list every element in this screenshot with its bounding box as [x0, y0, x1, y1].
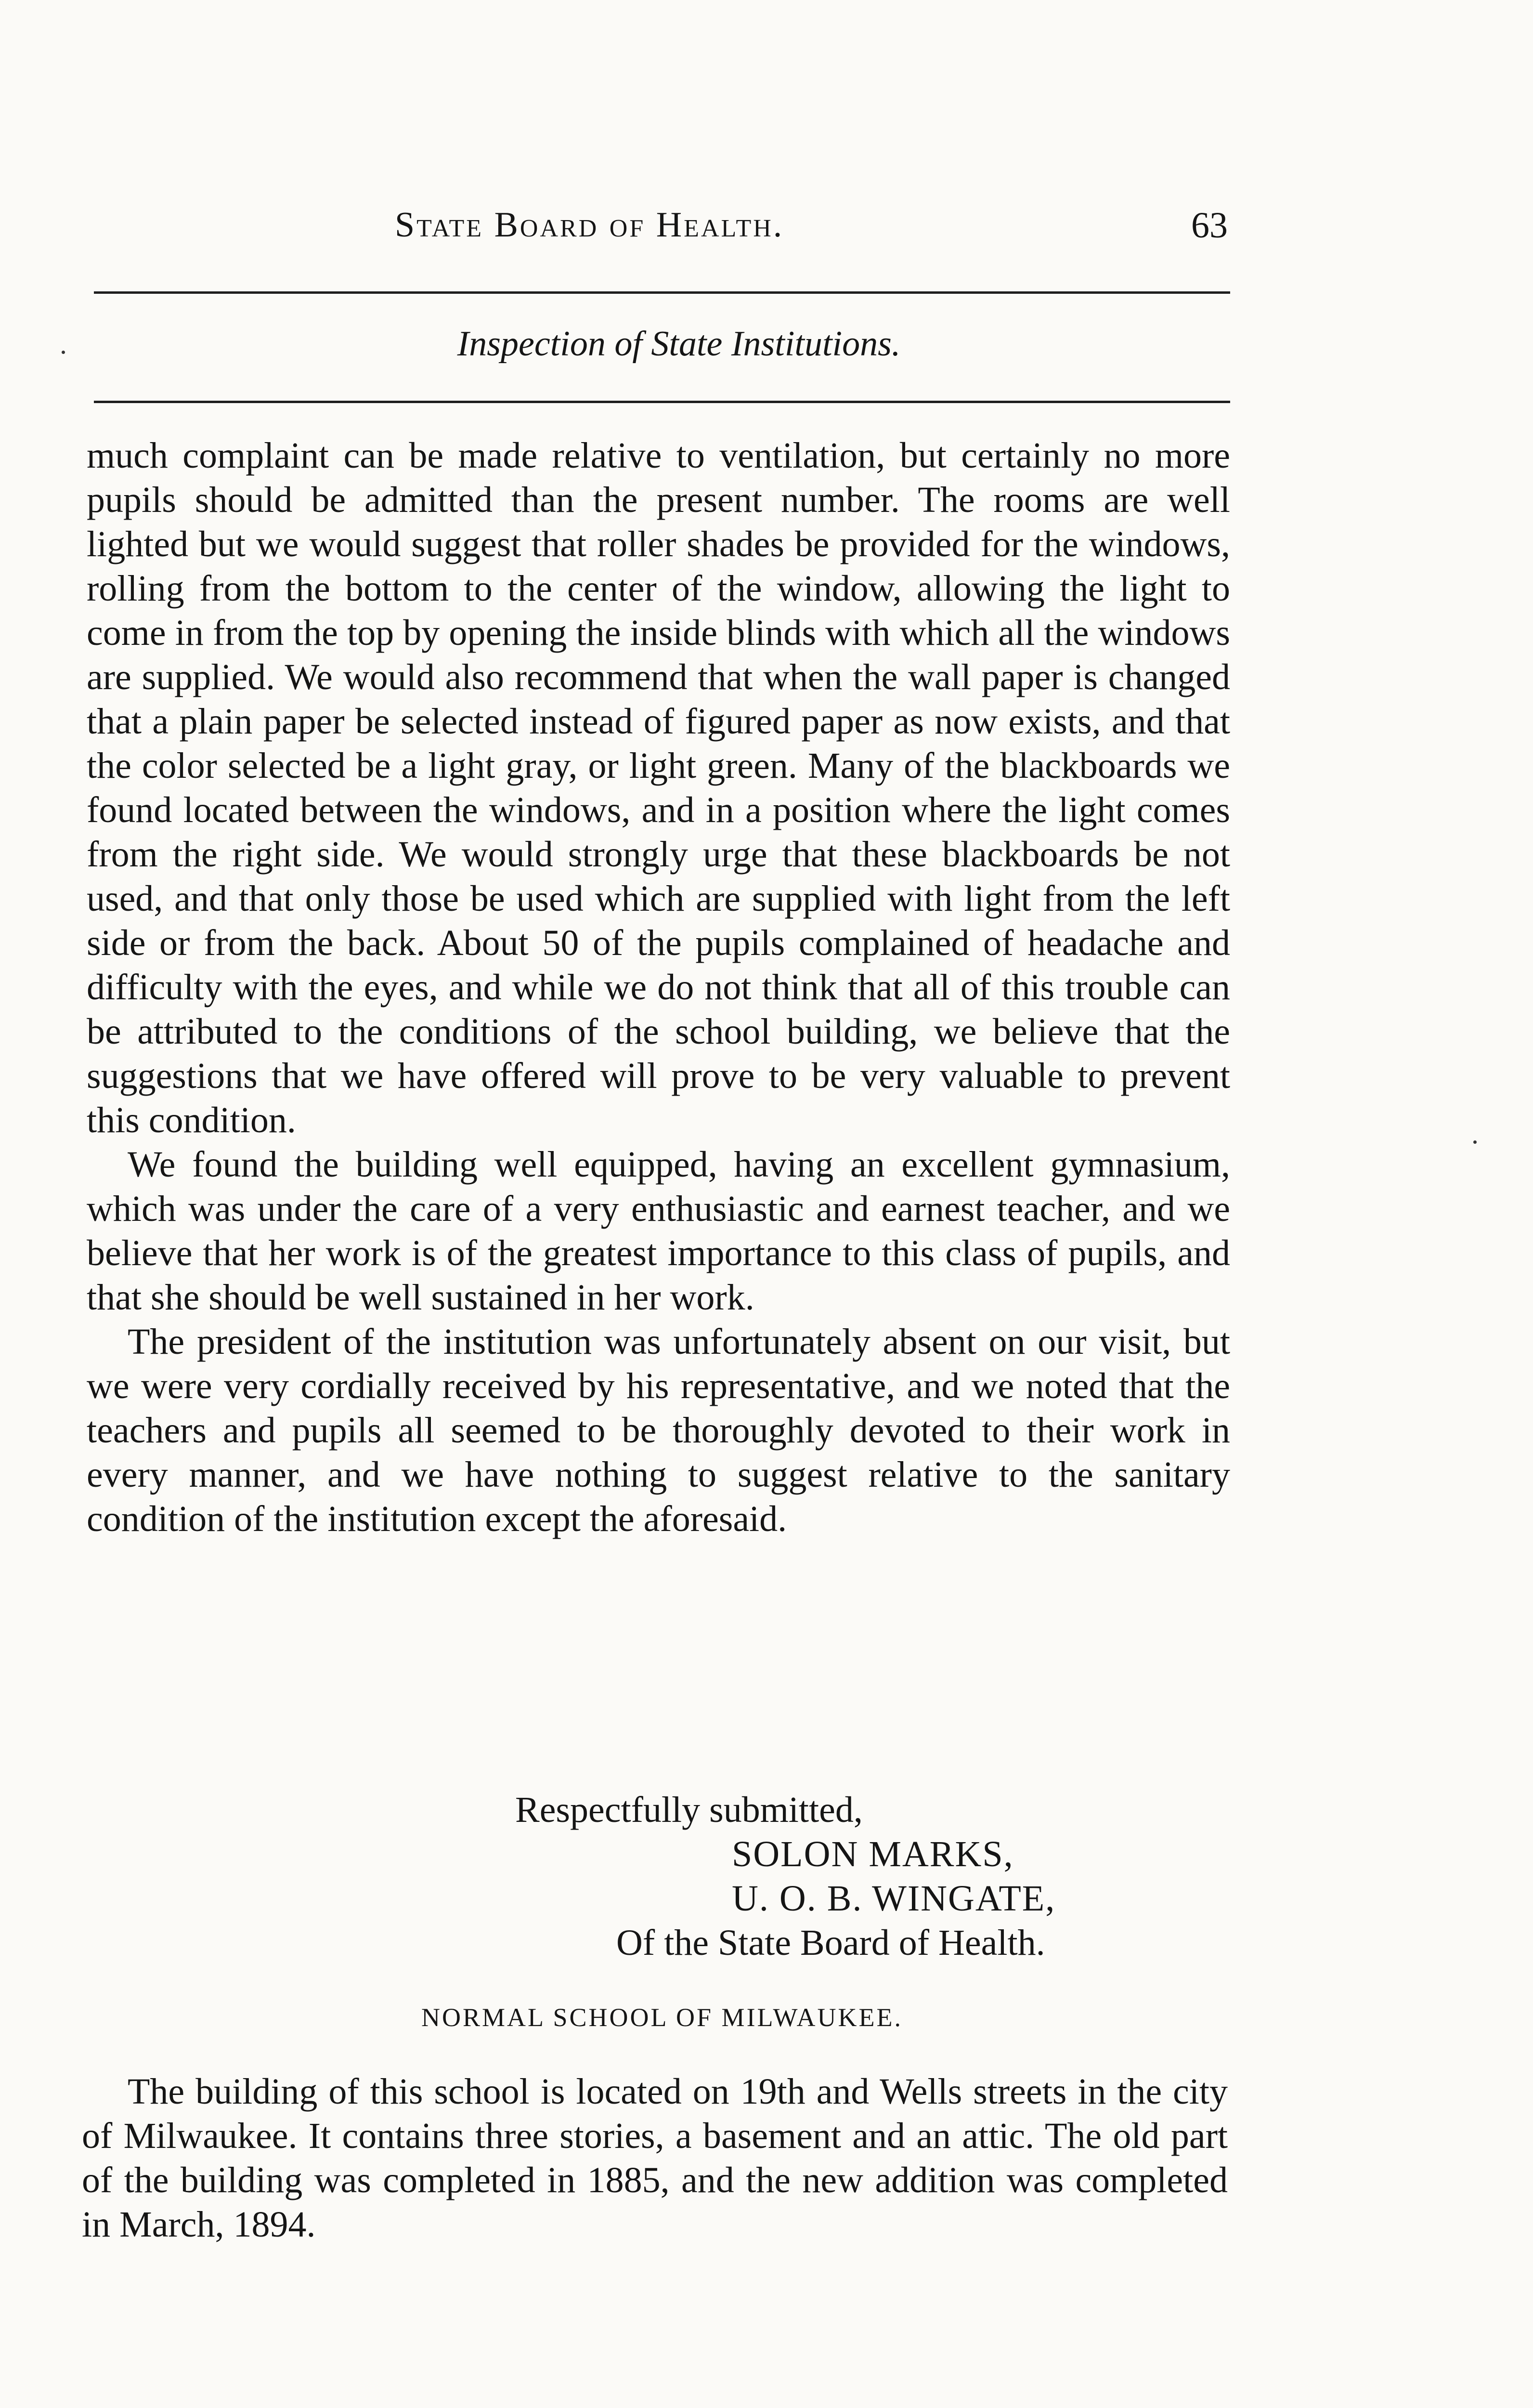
running-header-title: State Board of Health. — [395, 205, 784, 245]
body-paragraph-3: The president of the institution was unfortunately absent on our visit, but we were very cordially received by his representative, and we noted that the teachers and pupils all seemed to be thoroughly devoted to their work in every manner, and we have nothing to suggest relative to the sanitary condition of the institution except the aforesaid. — [87, 1322, 1230, 1539]
signature-affiliation: Of the State Board of Health. — [616, 1923, 1045, 1963]
page-number: 63 — [1191, 205, 1228, 246]
section-paragraph: The building of this school is located on 19th and Wells streets in the city of Milwaukee. It contains three stories, a basement and an attic. The old part of the building was completed in 1885, and the new addition was completed in March, 1894. — [82, 2071, 1228, 2245]
header-top-rule — [94, 291, 1230, 294]
report-body — [87, 433, 1230, 1541]
signature-name-wingate: U. O. B. WINGATE, — [732, 1878, 1056, 1919]
signature-closing: Respectfully submitted, — [515, 1790, 863, 1830]
body-paragraph-1: much complaint can be made relative to ventilation, but certainly no more pupils should be admitted than the present number. The rooms are well lighted but we would suggest that roller shades be provided for the windows, rolling from the bottom to the center of the window, allowing the light to come in from the top by opening the inside blinds with which all the windows are supplied. We would also recommend that when the wall paper is changed that a plain paper be selected instead of figured paper as now exists, and that the color selected be a light gray, or light green. Many of the blackboards we found located between the windows, and in a position where the light comes from the right side. We would strongly urge that these blackboards be not used, and that only those be used which are supplied with light from the left side or from the back. About 50 of the pupils complained of headache and difficulty with the eyes, and while we do not think that all of this trouble can be attributed to the conditions of the school building, we believe that the suggestions that we have offered will prove to be very valuable to prevent this condition. — [87, 435, 1230, 1140]
signature-block — [87, 1788, 1230, 1965]
header-bottom-rule — [94, 401, 1230, 403]
section-body — [82, 2069, 1228, 2247]
section-subheader: Inspection of State Institutions. — [457, 324, 901, 364]
section-heading: NORMAL SCHOOL OF MILWAUKEE. — [421, 2003, 903, 2032]
print-speck — [62, 351, 65, 354]
running-header — [96, 205, 1228, 258]
body-paragraph-2: We found the building well equipped, having an excellent gymnasium, which was under the care of a very enthusiastic and earnest teacher, and we believe that her work is of the greatest importance to this class of pupils, and that she should be well sustained in her work. — [87, 1144, 1230, 1318]
signature-name-marks: SOLON MARKS, — [732, 1834, 1014, 1874]
print-speck — [1473, 1140, 1477, 1144]
